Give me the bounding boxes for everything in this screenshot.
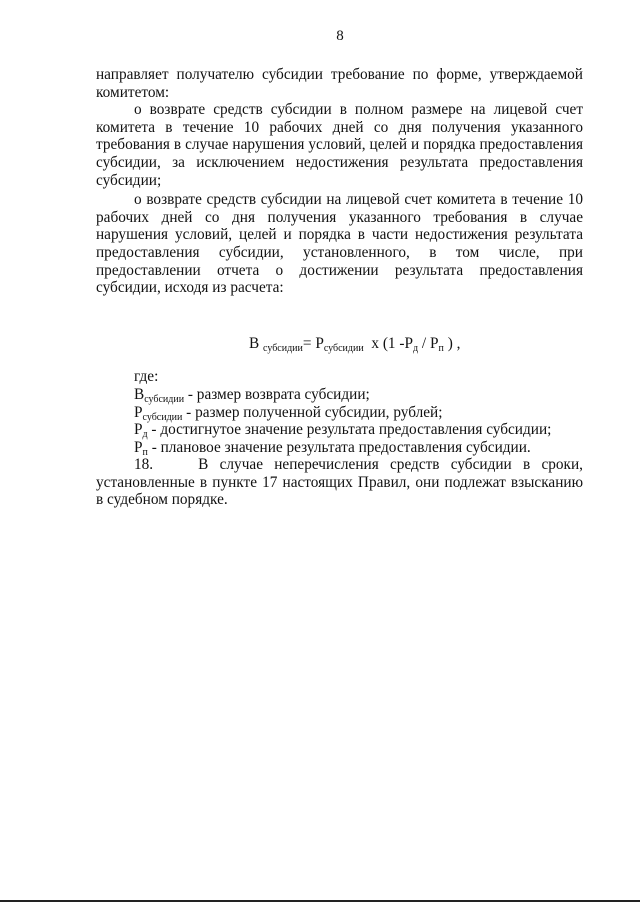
clause-text: В случае неперечисления средств субсидии в сроки, установленные в пункте 17 настоящих Правил, они подлежат взысканию в судебном порядке. [96, 456, 583, 509]
legend-subscript: субсидии [144, 393, 185, 405]
formula-rd-subscript: д [413, 342, 419, 354]
return-formula [96, 335, 583, 353]
intro-paragraph: направляет получателю субсидии требование по форме, утверждаемой комитетом: [96, 66, 583, 101]
formula-p-symbol: Р [315, 334, 324, 352]
legend-symbol: В [134, 385, 145, 403]
formula-equals: = [302, 334, 312, 352]
formula-lhs-symbol: В [249, 334, 260, 352]
clause-18-paragraph [96, 456, 583, 509]
legend-symbol: Р [134, 403, 143, 421]
legend-where: где: [134, 368, 159, 386]
formula-rp-subscript: п [438, 342, 444, 354]
legend-symbol: Р [134, 438, 143, 456]
legend-item [96, 386, 583, 404]
formula-slash: / Р [418, 334, 439, 352]
legend-item [96, 439, 583, 457]
formula-legend [96, 368, 583, 456]
clause-number: 18. [134, 456, 154, 474]
formula-close: ) , [447, 334, 461, 352]
full-return-paragraph: о возврате средств субсидии в полном размере на лицевой счет комитета в течение 10 рабочих дней со дня получения указанного требования в случае нарушения условий, целей и порядка предоставления субсидии, за исключением недостижения результата предоставления субсидии; [96, 101, 583, 189]
formula-lhs-subscript: субсидии [263, 342, 303, 354]
legend-subscript: д [142, 429, 148, 441]
legend-subscript: п [142, 446, 148, 458]
legend-text: - достигнутое значение результата предоставления субсидии; [147, 421, 552, 439]
legend-symbol: Р [134, 421, 143, 439]
legend-text: - плановое значение результата предоставления субсидии. [147, 438, 531, 456]
legend-item [96, 421, 583, 439]
formula-p-subscript: субсидии [323, 342, 364, 354]
partial-return-paragraph: о возврате средств субсидии на лицевой счет комитета в течение 10 рабочих дней со дня получения указанного требования в случае нарушения условий, целей и порядка в части недостижения результата предоставления субсидии, установленного, в том числе, при предоставлении отчета о достижении результата предоставления субсидии, исходя из расчета: [96, 191, 583, 297]
page-number: 8 [336, 28, 344, 44]
legend-text: - размер возврата субсидии; [184, 385, 370, 403]
formula-open: x (1 -Р [371, 334, 414, 352]
page-bottom-edge [0, 900, 640, 902]
page-body [96, 66, 583, 509]
legend-subscript: субсидии [142, 411, 183, 423]
legend-item [96, 404, 583, 422]
legend-text: - размер полученной субсидии, рублей; [182, 403, 443, 421]
